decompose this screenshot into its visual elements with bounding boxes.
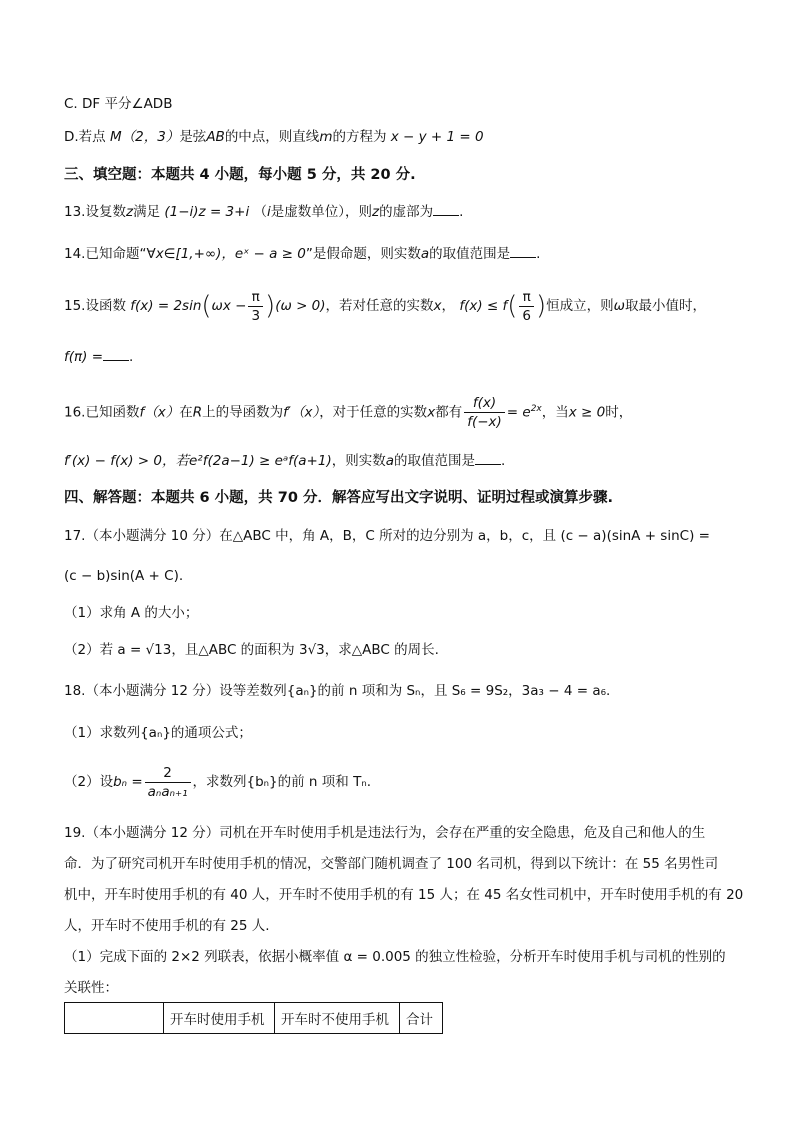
question-19-line1: 19.（本小题满分 12 分）司机在开车时使用手机是违法行为，会存在严重的安全隐患，危及自己和他人的生 [64,825,706,841]
question-16 [64,386,734,436]
q13-answer-blank[interactable] [433,203,459,216]
q15-paren-open: ( [201,291,212,321]
q15-omega-x: ωx − [211,298,247,314]
q18-fraction [145,764,191,801]
q13-e: 的虚部为 [379,204,434,220]
contingency-table [64,1002,443,1034]
question-19-line2: 命．为了研究司机开车时使用手机的情况，交警部门随机调查了 100 名司机，得到以下统计：在 55 名男性司 [64,856,719,872]
q14-b: ”是假命题，则实数 [305,246,421,262]
option-d-eq-lead: 的方程为 [332,129,387,145]
question-14 [64,244,734,264]
q13-i: i [267,204,271,220]
q16-r: R [192,404,203,421]
q16-eq: = e [506,404,531,421]
q16-l2c: ，则实数 [331,453,386,469]
section-4-heading: 四、解答题：本题共 6 小题，共 70 分．解答应写出文字说明、证明过程或演算步骤. [64,490,613,506]
q16-l2e: 的取值范围是 [394,453,475,469]
q15-omega-condition: (ω > 0) [275,298,326,314]
q16-fpx: f′（x） [283,404,320,421]
q13-c: （ [253,204,267,220]
option-d-prefix: D.若点 [64,129,110,145]
q15-a: 15.设函数 [64,298,126,314]
q15-paren2-open: ( [507,291,518,321]
q13-d: 是虚数单位），则 [270,204,373,220]
q16-l2b: e²f(2a−1) ≥ eᵃf(a+1) [189,453,332,469]
q13-z2: z [372,204,380,220]
question-17-line2: (c − b)sin(A + C). [64,568,184,584]
question-19-line3: 机中，开车时使用手机的有 40 人，开车时不使用手机的有 15 人；在 45 名女性司机中，开车时使用手机的有 20 [64,887,744,903]
q15-end: . [129,349,134,365]
q18-p2a: （2）设 [64,774,114,790]
q16-e: 都有 [435,404,463,421]
q15-frac1-num: π [248,288,263,307]
option-d [64,127,734,147]
q15-b: ，若对任意的实数 [325,298,434,314]
q16-l2d: a [385,453,394,469]
q14-a: 14.已知命题“ [64,246,147,262]
q13-b: 满足 [133,204,161,220]
question-13 [64,202,734,222]
option-c: C. DF 平分∠ADB [64,96,173,112]
option-d-point: M（2，3） [109,129,180,145]
q16-frac-den: f(−x) [467,414,502,430]
table-header-cell: 开车时使用手机 [164,1003,275,1034]
option-d-tail: 的中点，则直线 [224,129,320,145]
option-d-m: m [319,129,333,145]
q16-fraction [464,394,505,431]
q14-d: 的取值范围是 [429,246,511,262]
question-19-line6: 关联性： [64,980,118,996]
q15-function: f(x) = 2sin [130,298,202,314]
option-d-equation: x − y + 1 = 0 [390,129,484,145]
table-header-cell: 合计 [400,1003,443,1034]
q15-pi-over-3 [248,288,263,325]
q15-paren-close: ) [265,291,276,321]
q15-frac2-den: 6 [522,307,532,324]
q15-inequality: f(x) ≤ f [459,298,508,314]
q18-frac-num: 2 [145,764,191,783]
q18-bn: bₙ = [113,774,143,790]
question-15 [64,287,734,325]
q15-frac1-den: 3 [251,307,261,324]
question-15-line2 [64,347,734,367]
q14-answer-blank[interactable] [510,245,536,258]
option-d-ab: AB [206,129,225,145]
q14-expression: ∀x∈[1,+∞)，eˣ − a ≥ 0 [146,246,306,262]
q15-frac2-num: π [519,288,534,307]
q13-expression: (1−i)z = 3+i [164,204,250,220]
q14-e: . [536,246,541,262]
q16-f: ，当 [541,404,569,421]
q15-d: 恒成立，则 [546,298,614,314]
q18-p2b: ，求数列{bₙ}的前 n 项和 Tₙ. [192,774,371,790]
question-18-part1: （1）求数列{aₙ}的通项公式； [64,725,252,741]
q16-l2a: f′(x) − f(x) > 0，若 [64,453,189,469]
question-16-line2 [64,451,734,471]
q15-omega: ω [613,298,625,314]
q16-c: 上的导函数为 [202,404,284,421]
q18-frac-den: aₙaₙ₊₁ [147,783,188,800]
q15-f-pi: f(π) = [64,349,104,365]
q15-answer-blank[interactable] [103,348,129,361]
q16-exp: 2x [530,404,542,414]
question-17-line1: 17.（本小题满分 10 分）在△ABC 中，角 A，B，C 所对的边分别为 a，b，c，且 (c − a)(sinA + sinC) = [64,528,710,544]
question-18-part2 [64,760,734,804]
q16-b: 在 [179,404,193,421]
q16-d: ，对于任意的实数 [319,404,428,421]
q15-paren2-close: ) [536,291,547,321]
question-17-part1: （1）求角 A 的大小； [64,605,199,621]
q16-a: 16.已知函数 [64,404,140,421]
q15-c: ， [441,298,456,314]
option-d-mid: 是弦 [179,129,207,145]
q16-g: 时， [605,404,633,421]
q16-fx: f（x） [139,404,180,421]
q16-answer-blank[interactable] [475,452,501,465]
question-19-line5: （1）完成下面的 2×2 列联表，依据小概率值 α = 0.005 的独立性检验，分析开车时使用手机与司机的性别的 [64,949,726,965]
section-3-heading: 三、填空题：本题共 4 小题，每小题 5 分，共 20 分. [64,167,416,183]
q13-f: . [459,204,464,220]
q16-condition: x ≥ 0 [568,404,606,421]
q13-z: z [125,204,134,220]
q13-a: 13.设复数 [64,204,126,220]
q16-frac-num: f(x) [464,394,505,413]
q16-x: x [427,404,436,421]
table-header-cell: 开车时不使用手机 [275,1003,400,1034]
question-17-part2: （2）若 a = √13，且△ABC 的面积为 3√3，求△ABC 的周长. [64,642,439,658]
q16-l2f: . [501,453,506,469]
q15-e: 取最小值时， [624,298,706,314]
table-header-cell [65,1003,164,1034]
table-header-row [65,1003,443,1034]
question-19-line4: 人，开车时不使用手机的有 25 人. [64,918,270,934]
q14-a-var: a [420,246,430,262]
q15-pi-over-6 [519,288,534,325]
question-18-line1: 18.（本小题满分 12 分）设等差数列{aₙ}的前 n 项和为 Sₙ，且 S₆ = 9S₂，3a₃ − 4 = a₆. [64,683,611,699]
q15-x: x [433,298,442,314]
